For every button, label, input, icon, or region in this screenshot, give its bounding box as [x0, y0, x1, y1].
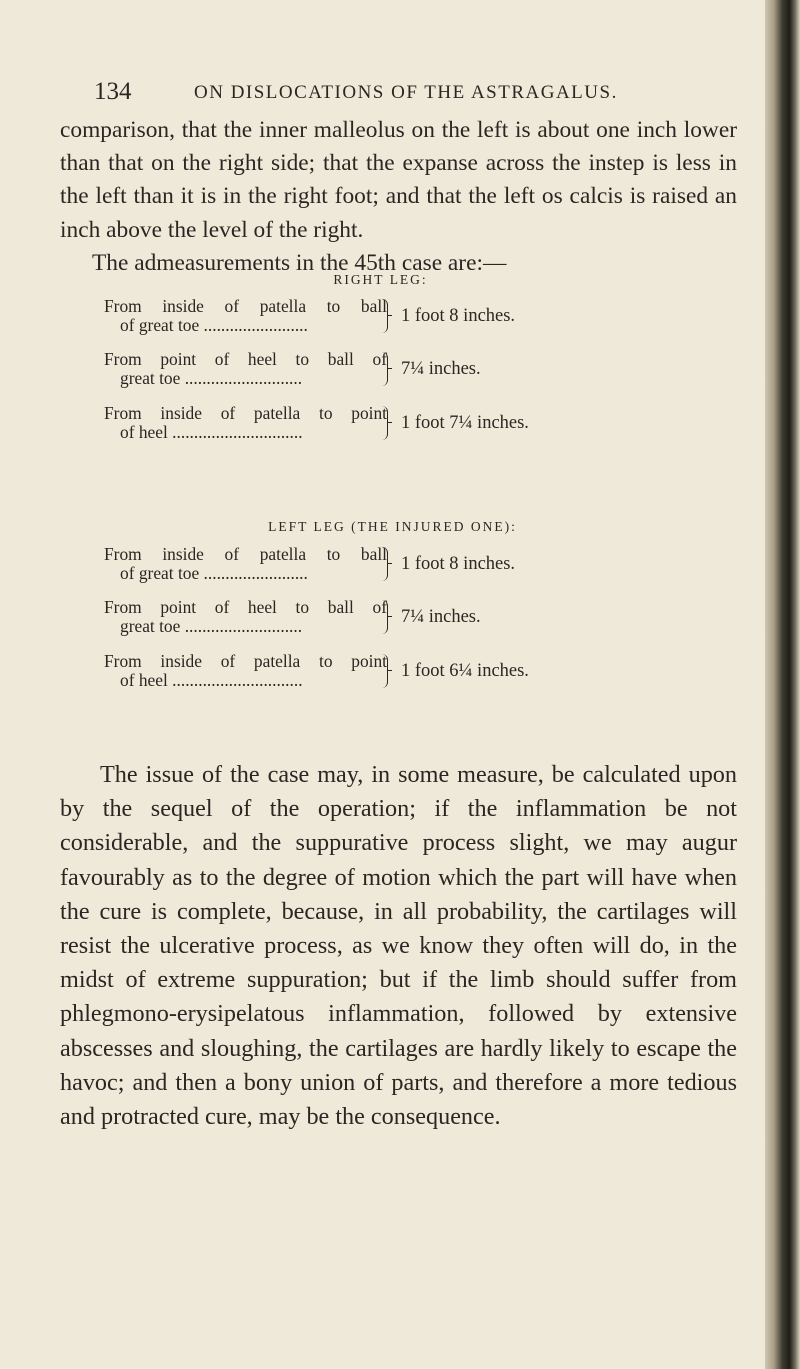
page-number: 134 [94, 78, 132, 105]
measurement-description: From point of heel to ball of great toe ........................... [104, 349, 387, 388]
page-edge [765, 0, 800, 1369]
paragraph-comparison [60, 114, 737, 280]
brace [382, 654, 388, 688]
measurement-value: 7¼ inches. [401, 359, 481, 379]
measurement-row [104, 350, 704, 394]
brace [382, 299, 388, 333]
measurement-row [104, 652, 704, 696]
measurement-row [104, 598, 704, 642]
page-header [94, 78, 695, 108]
measurement-description: From inside of patella to point of heel .............................. [104, 651, 387, 690]
measurement-value: 1 foot 8 inches. [401, 554, 516, 574]
brace [382, 406, 388, 440]
measurement-value: 1 foot 8 inches. [401, 306, 516, 326]
paragraph-text: comparison, that the inner malleolus on the left is about one inch lower than that on the right side; that the expanse across the instep is less in the left than it is in the right foot; and that the left os calcis is raised an inch above the level of the right. [60, 117, 737, 243]
brace [382, 600, 388, 634]
measurement-value: 1 foot 7¼ inches. [401, 413, 529, 433]
measurement-description: From inside of patella to ball of great toe ........................ [104, 544, 387, 583]
brace [382, 352, 388, 386]
left-leg-heading: LEFT LEG (THE INJURED ONE): [268, 519, 517, 534]
measurement-description: From inside of patella to ball of great toe ........................ [104, 296, 387, 335]
brace [382, 547, 388, 581]
measurement-description: From point of heel to ball of great toe ........................... [104, 597, 387, 636]
measurement-row [104, 404, 704, 448]
measurement-description: From inside of patella to point of heel .............................. [104, 403, 387, 442]
measurement-value: 7¼ inches. [401, 607, 481, 627]
running-head: ON DISLOCATIONS OF THE ASTRAGALUS. [194, 82, 618, 103]
paragraph-text-admeasurements: The admeasurements in the 45th case are:— [92, 249, 507, 276]
measurement-value: 1 foot 6¼ inches. [401, 661, 529, 681]
measurement-row [104, 545, 704, 589]
right-leg-heading: RIGHT LEG: [333, 272, 428, 287]
measurement-row [104, 297, 704, 341]
paragraph-issue: The issue of the case may, in some measure, be calculated upon by the sequel of the operation; if the inflammation be not considerable, and the suppurative process slight, we may augur favourably as to the degree of motion which the part will have when the cure is complete, because, in all probability, the cartilages will resist the ulcerative process, as we know they often will do, in the midst of extreme suppuration; but if the limb should suffer from phlegmono-erysipelatous inflammation, followed by extensive abscesses and sloughing, the cartilages are hardly likely to escape the havoc; and then a bony union of parts, and therefore a more tedious and protracted cure, may be the consequence. [60, 761, 737, 1131]
